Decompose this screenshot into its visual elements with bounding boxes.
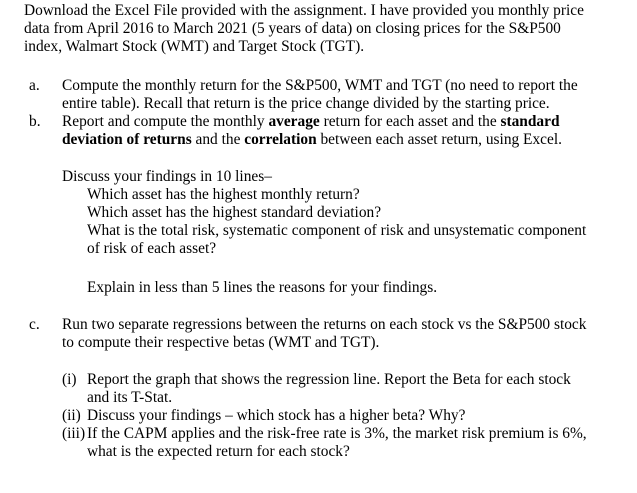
subitem-iii-line-1: If the CAPM applies and the risk-free rate is 3%, the market risk premium is 6%, (87, 425, 587, 442)
discuss-question-3-line-1: What is the total risk, systematic component of risk and unsystematic component (87, 222, 587, 239)
intro-paragraph (24, 2, 624, 56)
discuss-question-1: Which asset has the highest monthly return? (87, 186, 360, 203)
subitem-i-line-2: and its T-Stat. (87, 389, 173, 406)
subitem-i-label: (i) (62, 371, 77, 388)
item-c-line-2: to compute their respective betas (WMT and TGT). (62, 334, 380, 351)
subitem-i-text (87, 371, 627, 407)
intro-line-3: index, Walmart Stock (WMT) and Target Stock (TGT). (24, 38, 365, 55)
item-b-bold-standard: standard (500, 113, 560, 130)
subitem-ii-text (87, 407, 627, 425)
item-c-label: c. (29, 316, 40, 333)
discuss-question-2: Which asset has the highest standard deviation? (87, 204, 382, 221)
subitem-iii-line-2: what is the expected return for each stock? (87, 443, 350, 460)
subitem-iii-text (87, 425, 627, 461)
discuss-question-3-line-2: of risk of each asset? (87, 240, 217, 257)
subitem-iii-label: (iii) (62, 425, 86, 442)
discuss-questions (87, 186, 627, 258)
discuss-heading: Discuss your findings in 10 lines– (62, 168, 272, 185)
item-b-text-run: between each asset return, using Excel. (316, 131, 562, 148)
item-b-text-run: Report and compute the monthly (62, 113, 269, 130)
subitem-ii-line-1: Discuss your findings – which stock has a higher beta? Why? (87, 407, 466, 424)
item-a-text (62, 77, 632, 113)
item-b-label: b. (29, 113, 41, 130)
item-a-line-2: entire table). Recall that return is the price change divided by the starting price. (62, 95, 550, 112)
item-b-text-run: return for each asset and the (319, 113, 501, 130)
item-c-text (62, 316, 632, 352)
explain-line: Explain in less than 5 lines the reasons for your findings. (87, 279, 438, 296)
intro-line-1: Download the Excel File provided with the assignment. I have provided you monthly price (24, 2, 584, 19)
item-b-line-2 (62, 131, 632, 149)
subitem-i-line-1: Report the graph that shows the regression line. Report the Beta for each stock (87, 371, 571, 388)
item-b-text-run: and the (191, 131, 245, 148)
item-a-line-1: Compute the monthly return for the S&P500, WMT and TGT (no need to report the (62, 77, 578, 94)
intro-line-2: data from April 2016 to March 2021 (5 years of data) on closing prices for the S&P500 (24, 20, 561, 37)
item-b-bold-correlation: correlation (244, 131, 317, 148)
item-b-line-1 (62, 113, 632, 131)
subitem-ii-label: (ii) (62, 407, 81, 424)
item-a-label: a. (29, 77, 40, 94)
item-b-bold-deviation: deviation of returns (62, 131, 192, 148)
item-c-line-1: Run two separate regressions between the returns on each stock vs the S&P500 stock (62, 316, 587, 333)
item-b-text (62, 113, 632, 149)
item-b-bold-average: average (268, 113, 320, 130)
